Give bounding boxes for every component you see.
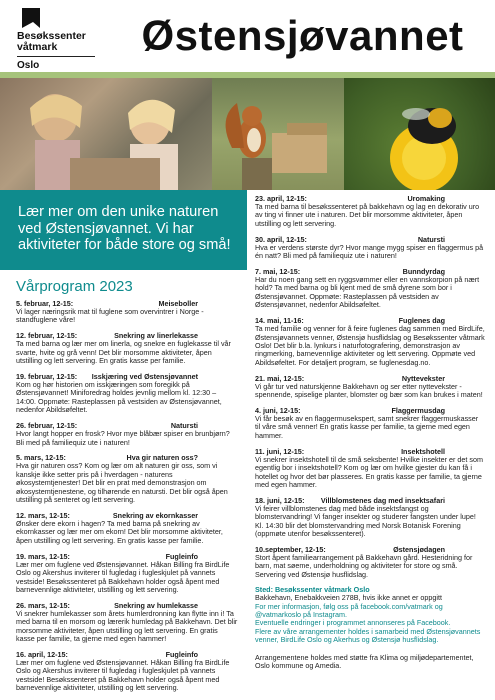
event-date: 19. mars, 12-15: [16, 551, 70, 561]
changes-notice: Eventuelle endringer i programmet annonseres på Facebook. [255, 618, 451, 628]
funding-acknowledgement: Arrangementene holdes med støtte fra Klima og miljødepartementet, Oslo kommune og Amedia. [255, 652, 474, 670]
event-item [255, 267, 485, 310]
event-name: Natursti [170, 421, 198, 431]
event-description: Ta med familie og venner for å feire fuglenes dag sammen med BirdLife, Østensjøvannets venner, Østensjø husflidslag og Besøkssenter våtmark Oslo! Det blir b.la. lynkurs i naturfotografering, demonstrasjon av ringmerking, barnevennlige aktiviteter og lett servering. Oppmøte ved Abildsøfeltet. For detaljert program, se fuglenesdag.no. [255, 324, 485, 367]
event-item [255, 316, 485, 367]
event-date: 19. februar, 12-15: [16, 372, 78, 382]
program-right-column [255, 194, 485, 670]
event-date: 18. juni, 12-15: [255, 495, 305, 505]
event-description: Lær mer om fuglene ved Østensjøvannet. Håkan Billing fra BirdLife Oslo og Akershus inviterer til fugledag i fugleskjulet på vannets vestside! Besøkssenteret på Bakkehavn holder også åpent med barnevennlige aktiviteter, utstilling og lett servering. [16, 657, 230, 693]
event-name: Isskjæring ved Østensjøvannet [91, 372, 198, 382]
logo-icon [20, 6, 42, 30]
event-item [255, 194, 485, 228]
program-title: Vårprogram 2023 [16, 278, 133, 295]
event-description: Hvor langt hopper en frosk? Hvor mye blåbær spiser en brunbjørn? Bli med på familiequiz ute i naturen! [16, 429, 230, 447]
header [0, 0, 495, 78]
event-item [255, 235, 485, 261]
event-description: Vi lager næringsrik mat til fuglene som overvintrer i Norge - standfuglene våre! [16, 307, 204, 325]
squirrel-photo-art [212, 78, 344, 190]
event-description: Hva er verdens største dyr? Hvor mange mygg spiser en flaggermus på én natt? Bli med på familiequiz ute i naturen! [255, 242, 484, 261]
event-date: 12. mars, 12-15: [16, 511, 70, 520]
event-description: Vi får besøk av en flaggermusekspert, samt snekrer flaggermuskasser til våre små venner! En gratis kasse per familie, ta gjerne med egen hammer. [255, 414, 479, 440]
event-description: Vi går tur ved naturskjenne Bakkehavn og ser etter nyttevekster - spennende, spiselige planter, blomster og bær som kan brukes i maten! [255, 381, 483, 400]
bee-photo-art [344, 78, 495, 190]
org-city: Oslo [17, 60, 40, 71]
event-item [16, 453, 238, 504]
event-date: 7. mai, 12-15: [255, 267, 301, 277]
event-date: 21. mai, 12-15: [255, 373, 305, 383]
event-description: Vi snekrer humlekasser som årets humlerdronning kan flytte inn i! Ta med barna til en morsom og lærerik humledag på Bakkehavn. Det blir morsomme aktiviteter, åpen utstilling og lett servering. En gratis kasse per familie, ta gjerne med egen hammer! [16, 608, 238, 644]
squirrel-at-feeder-photo [212, 78, 344, 190]
event-description: Har du noen gang sett en ryggsvømmer eller en vannskorpion på nært hold? Ta med barna og bli kjent med de små dyrene som bor i Østensjøvannet. Oppmøte: Rasteplassen på vestsiden av Østensjøvannet, nedenfor Abildsøfeltet. [255, 275, 480, 310]
event-list-left [16, 299, 238, 693]
event-item [16, 299, 238, 325]
event-date: 26. februar, 12-15: [16, 421, 78, 431]
event-description: Vi snekrer insektshotell til de små seksbente! Hvilke insekter er det som egentlig bor i insektshotell? Kom og lær om hvilke gjester du kan få i hotellet og hvor det bør plasseres. En gratis kasse per familie, ta gjerne med egen hammer. [255, 454, 483, 489]
partners-notice: Flere av våre arrangementer holdes i samarbeid med Østensjøvannets venner, BirdLife Oslo og Akerhus og Østensjø husflidslag. [255, 626, 481, 645]
intro-banner [0, 190, 247, 270]
location-info [255, 586, 485, 645]
event-date: 5. februar, 12-15: [16, 299, 74, 308]
event-description: Stort åpent familiearrangement på Bakkehavn gård. Hesteridning for barn, mat søeme, underholdning og aktiviteter for store og små. Servering ved Østensjø husflidslag. [255, 552, 473, 579]
event-date: 30. april, 12-15: [255, 234, 307, 244]
event-date: 23. april, 12-15: [255, 194, 307, 203]
event-list-right [255, 194, 485, 579]
event-date: 5. mars, 12-15: [16, 453, 66, 463]
event-name: Natursti [417, 234, 445, 244]
event-name: Insektshotell [401, 446, 445, 456]
event-description: Hva gir naturen oss? Kom og lær om alt naturen gir oss, som vi kanskje ikke setter pris på i hverdagen - naturens økosystemtjenester! Det blir en prat med demonstrasjon om økosystemtjenestene, og tilhørende en natursti. Det blir også åpen utstilling på senteret og lett servering. [16, 461, 228, 505]
event-item [255, 447, 485, 490]
event-item [255, 545, 485, 579]
event-name: Nyttevekster [401, 373, 445, 383]
social-media-info[interactable]: For mer informasjon, følg oss på facebook.com/vatmark og @vatmarkoslo på Instagram. [255, 601, 443, 619]
bumblebee-on-dandelion-photo [344, 78, 495, 190]
event-description: Kom og hør historien om isskjæringen som foregikk på Østensjøvannet! Miniforedrag holdes jevnlig mellom kl. 12:30 – 14:00. Oppmøte: Rasteplassen på vestsiden av Østensjøvannet, nedenfor Abildsøfeltet. [16, 380, 222, 415]
org-name-line1: Besøkssenter [17, 30, 86, 42]
event-date: 11. juni, 12-15: [255, 446, 305, 456]
event-description: Lær mer om fuglene ved Østensjøvannet. Håkan Billing fra BirdLife Oslo og Akershus inviterer til fugledag i fugleskjulet på vannets vestside! Besøkssenteret på Bakkehavn holder også åpent med barnevennlige aktiviteter, utstilling og lett servering. [16, 559, 230, 594]
event-name: Østensjødagen [393, 544, 445, 554]
program-left-column [16, 278, 238, 699]
event-item [16, 331, 238, 365]
event-name: Flaggermusdag [391, 406, 445, 415]
children-photo-art [0, 78, 212, 190]
event-item [16, 421, 238, 447]
event-name: Fugleinfo [165, 649, 198, 659]
event-date: 16. april, 12-15: [16, 649, 68, 659]
org-name [17, 31, 86, 53]
event-item [16, 552, 238, 595]
org-name-line2: våtmark [17, 41, 58, 53]
org-divider [17, 56, 95, 57]
event-item [255, 406, 485, 440]
event-item [16, 601, 238, 644]
event-item [16, 372, 238, 415]
event-date: 14. mai, 11-16: [255, 316, 304, 326]
page-title: Østensjøvannet [141, 12, 464, 59]
event-description: Ønsker dere ekorn i hagen? Ta med barna på snekring av ekornkasser og lær mer om ekorn! Det blir morsomme aktiviteter, åpen utstilling og lett servering. En gratis kasse per familie. [16, 519, 223, 545]
event-name: Hva gir naturen oss? [126, 453, 198, 463]
event-item [255, 496, 485, 539]
event-name: Snekring av humlekasse [114, 600, 198, 610]
event-name: Snekring av ekornkasser [112, 511, 198, 520]
location-address: Bakkehavn, Enebakkveien 278B, hvis ikke annet er oppgitt [255, 593, 442, 603]
location-title: Sted: Besøkssenter våtmark Oslo [255, 584, 370, 594]
event-name: Meiseboller [158, 299, 198, 308]
event-date: 12. februar, 12-15: [16, 331, 78, 341]
intro-banner-text: Lær mer om den unike naturen ved Østensjøvannet. Vi har aktiviteter for både store og små! [18, 204, 231, 253]
event-item [255, 374, 485, 400]
event-name: Uromaking [407, 194, 445, 203]
children-building-birdhouse-photo [0, 78, 212, 190]
event-name: Villblomstenes dag med insektsafari [320, 495, 445, 505]
event-date: 10.september, 12-15: [255, 544, 326, 554]
event-name: Snekring av linerlekasse [114, 331, 198, 341]
event-item [16, 650, 238, 693]
event-description: Ta med barna og lær mer om linerla, og snekre en fuglekasse til vår svarte, hvite og grå venn! Det blir morsomme aktiviteter, åpen utstilling og lett servering. En gratis kasse per familie. [16, 339, 231, 366]
event-name: Bunndyrdag [402, 267, 445, 277]
photo-strip [0, 78, 495, 190]
event-name: Fugleinfo [165, 551, 198, 561]
event-description: Ta med barna til besøkssenteret på bakkehavn og lag en dekorativ uro av ting vi finner ute i naturen. Det blir morsomme aktiviteter, åpen utstilling og lett servering. [255, 202, 480, 228]
event-date: 26. mars, 12-15: [16, 600, 70, 610]
event-date: 4. juni, 12-15: [255, 406, 301, 415]
event-item [16, 511, 238, 545]
event-description: Vi feirer villblomstenes dag med både insektsfangst og blomstervandring! Vi fanger insekter og studerer fangsten under lupe! Kl. 14:30 blir det blomstervandring med Norsk Botanisk Forening (oppmøte utenfor besøkssenteret). [255, 503, 476, 539]
event-name: Fuglenes dag [398, 316, 445, 326]
